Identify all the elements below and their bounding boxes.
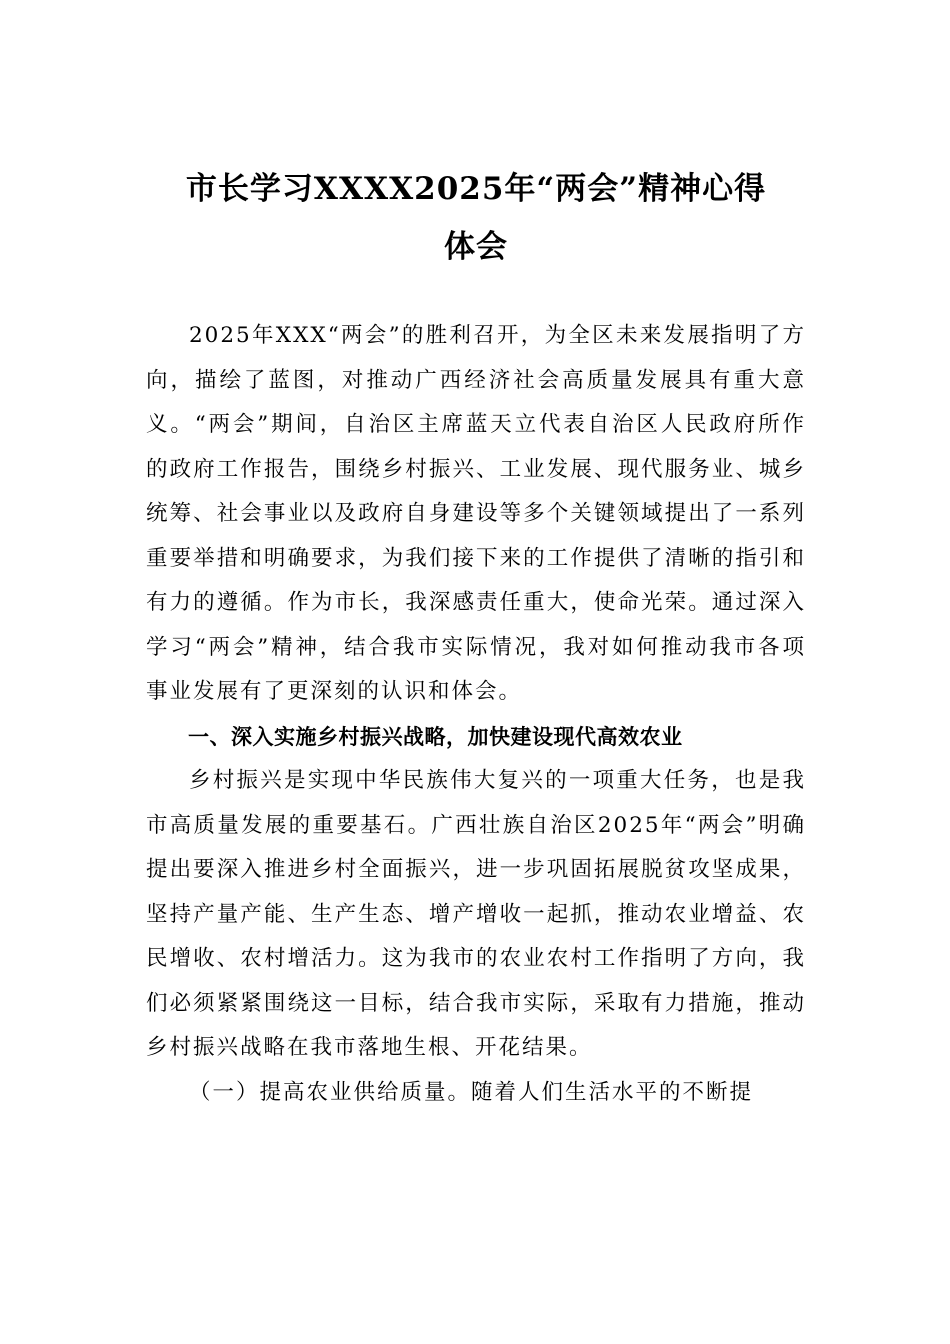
subsection-1-heading: （一）提高农业供给质量。: [189, 1079, 472, 1105]
section-1-paragraph: 乡村振兴是实现中华民族伟大复兴的一项重大任务，也是我市高质量发展的重要基石。广西壮族自治区2025年“两会”明确提出要深入推进乡村全面振兴，进一步巩固拓展脱贫攻坚成果，坚持产量产能、生产生态、增产增收一起抓，推动农业增益、农民增收、农村增活力。这为我市的农业农村工作指明了方向，我们必须紧紧围绕这一目标，结合我市实际，采取有力措施，推动乡村振兴战略在我市落地生根、开花结果。: [146, 768, 806, 1060]
intro-paragraph: 2025年XXX“两会”的胜利召开，为全区未来发展指明了方向，描绘了蓝图，对推动广西经济社会高质量发展具有重大意义。“两会”期间，自治区主席蓝天立代表自治区人民政府所作的政府工作报告，围绕乡村振兴、工业发展、现代服务业、城乡统筹、社会事业以及政府自身建设等多个关键领域提出了一系列重要举措和明确要求，为我们接下来的工作提供了清晰的指引和有力的遵循。作为市长，我深感责任重大，使命光荣。通过深入学习“两会”精神，结合我市实际情况，我对如何推动我市各项事业发展有了更深刻的认识和体会。: [146, 323, 806, 704]
title-line-2: 体会: [444, 229, 508, 265]
subsection-1: [146, 1071, 806, 1116]
section-heading-1: 一、深入实施乡村振兴战略，加快建设现代高效农业: [188, 724, 683, 749]
document-title: [146, 160, 806, 276]
title-line-1: 市长学习XXXX2025年“两会”精神心得: [185, 171, 767, 207]
document-content: [146, 160, 806, 1115]
subsection-1-text: 随着人们生活水平的不断提: [471, 1079, 754, 1105]
document-body: [146, 314, 806, 1115]
